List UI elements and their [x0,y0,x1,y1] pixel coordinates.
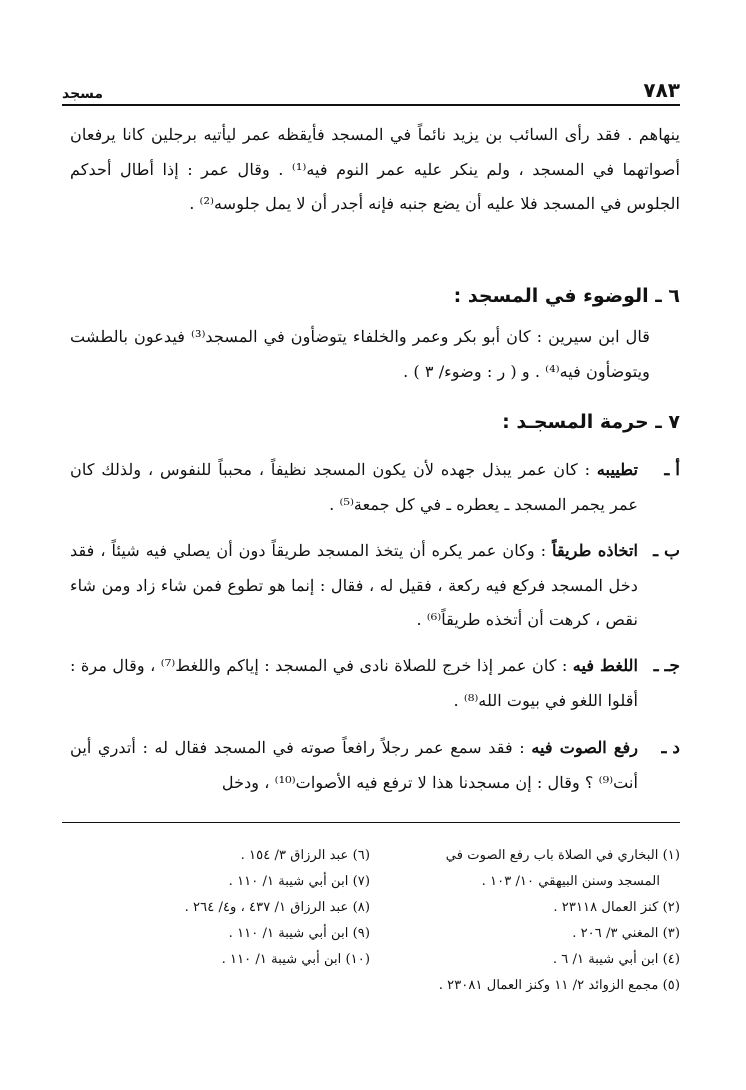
item-label: تطييبه [596,460,638,479]
section-7-heading: ٧ ـ حرمة المسجـد : [502,411,680,433]
section-7 [70,407,680,437]
section-7-item-b [70,534,680,638]
footnote-4: (٤) ابن أبي شيبة ١/ ٦ . [552,952,680,967]
footnotes-left-column [70,843,390,999]
footnote-5: (٥) مجمع الزوائد ٢/ ١١ وكنز العمال ٢٣٠٨١ . [438,978,680,993]
item-body: : وكان عمر يكره أن يتخذ المسجد طريقاً دون أن يصلي فيه شيئاً ، فقد دخل المسجد فركع فيه ركعة ، فقيل له ، فقال : إنما هو تطوع فمن شاء زاد ومن شاء نقص ، كرهت أن أتخذه طريقاً⁽⁶⁾ . [70,541,638,629]
section-7-item-c [70,649,680,718]
section-6-heading: ٦ ـ الوضوء في المسجد : [453,285,680,307]
item-text [70,534,638,638]
section-6-text: قال ابن سيرين : كان أبو بكر وعمر والخلفاء يتوضأون في المسجد⁽³⁾ فيدعون بالطشت ويتوضأون فيه⁽⁴⁾ . و ( ر : وضوء/ ٣ ) . [70,327,650,381]
footnote-1 [390,843,680,895]
item-text [70,731,638,800]
item-body: : كان عمر يبذل جهده لأن يكون المسجد نظيفاً ، محبباً للنفوس ، ولذلك كان عمر يجمر المسجد ـ يعطره ـ في كل جمعة⁽⁵⁾ . [70,460,638,514]
item-text [70,453,638,522]
footnote-2: (٢) كنز العمال ٢٣١١٨ . [553,900,680,915]
section-6 [70,281,680,311]
footnote-10: (١٠) ابن أبي شيبة ١/ ١١٠ . [221,952,370,967]
running-title: مسجد [62,86,104,102]
footnote-separator [62,822,680,823]
page-number: ٧٨٣ [643,78,680,102]
footnote-text: (١) البخاري في الصلاة باب رفع الصوت في [445,848,680,863]
section-7-item-a [70,453,680,522]
item-text [70,649,638,718]
section-6-body [70,320,650,389]
footnote-9: (٩) ابن أبي شيبة ١/ ١١٠ . [228,926,370,941]
footnote-3: (٣) المغني ٣/ ٢٠٦ . [572,926,680,941]
item-body: : كان عمر إذا خرج للصلاة نادى في المسجد : إياكم واللغط⁽⁷⁾ ، وقال مرة : أقلوا اللغو في بيوت الله⁽⁸⁾ . [70,656,638,710]
item-letter: د ـ [661,738,680,758]
footnote-6: (٦) عبد الرزاق ٣/ ١٥٤ . [240,848,370,863]
item-letter: ب ـ [653,541,680,561]
item-label: اللغط فيه [572,656,638,675]
footnote-8: (٨) عبد الرزاق ١/ ٤٣٧ ، و٤/ ٢٦٤ . [184,900,370,915]
item-label: رفع الصوت فيه [531,738,639,757]
item-label: اتخاذه طريقاً [552,541,638,560]
item-letter: جـ ـ [653,656,680,676]
footnote-continuation: المسجد وسنن البيهقي ١٠/ ١٠٣ . [481,874,660,889]
footnotes-right-column [390,843,680,999]
footnotes [70,843,680,999]
page-header [62,78,680,106]
section-7-item-d [70,731,680,800]
intro-paragraph: ينهاهم . فقد رأى السائب بن يزيد نائماً في المسجد فأيقظه عمر ليأتيه برجلين كانا يرفعان أصواتهما في المسجد ، ولم ينكر عليه عمر النوم فيه⁽¹⁾ . وقال عمر : إذا أطال أحدكم الجلوس في المسجد فلا عليه أن يضع جنبه فإنه أجدر أن لا يمل جلوسه⁽²⁾ . [70,125,680,213]
item-letter: أ ـ [664,460,680,480]
footnote-7: (٧) ابن أبي شيبة ١/ ١١٠ . [228,874,370,889]
intro-paragraph-block [70,118,680,222]
item-body: : فقد سمع عمر رجلاً رافعاً صوته في المسجد فقال له : أتدري أين أنت⁽⁹⁾ ؟ وقال : إن مسجدنا هذا لا ترفع فيه الأصوات⁽¹⁰⁾ ، ودخل [70,738,638,792]
